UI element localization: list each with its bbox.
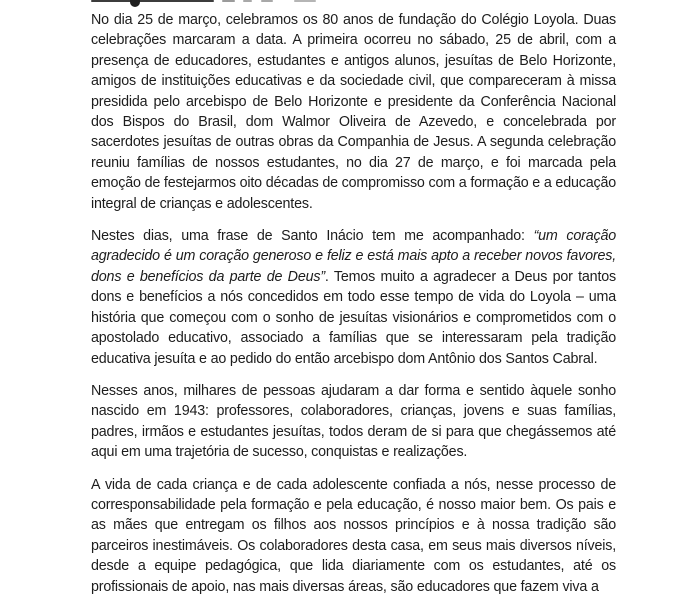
paragraph-anniversary-celebrations — [91, 10, 616, 214]
paragraph-community-cut-off — [91, 475, 616, 597]
clipped-heading-descender — [130, 0, 140, 7]
paragraph-1943-dream — [91, 381, 616, 463]
clipped-heading-stroke — [222, 0, 235, 2]
clipped-heading-stroke — [261, 0, 273, 2]
document-body — [91, 10, 616, 597]
clipped-heading-stroke — [243, 0, 252, 2]
body-text-run: A vida de cada criança e de cada adolescente confiada a nós, nesse processo de corresponsabilidade pela formação e pela educação, é nosso maior bem. Os pais e as mães que entregam os filhos aos nossos princípios e à nossa tradição são parceiros inestimáveis. Os colaboradores desta casa, em seus mais diversos níveis, desde a equipe pedagógica, que lida diariamente com os estudantes, até os profissionais de apoio, nas mais diversas áreas, são educadores que fazem viva a — [91, 476, 616, 595]
body-text-run: Nestes dias, uma frase de Santo Inácio tem me acompanhado: — [91, 228, 534, 245]
clipped-heading-stroke — [294, 0, 316, 2]
body-text-run: . Temos muito a agradecer a Deus por tantos dons e benefícios a nós concedidos em todo esse tempo de vida do Loyola – uma história que começou com o sonho de jesuítas visionários e comprometidos com o apostolado educativo, associado a famílias que se interessaram pela tradição educativa jesuíta e ao pedido do então arcebispo dom Antônio dos Santos Cabral. — [91, 268, 616, 367]
body-text-run: Nesses anos, milhares de pessoas ajudaram a dar forma e sentido àquele sonho nascido em 1943: professores, colaboradores, crianças, jovens e suas famílias, padres, irmãos e estudantes jesuítas, todos deram de si para que chegássemos até aqui em uma trajetória de sucesso, conquistas e realizações. — [91, 382, 616, 461]
body-text-run: No dia 25 de março, celebramos os 80 anos de fundação do Colégio Loyola. Duas celebrações marcaram a data. A primeira ocorreu no sábado, 25 de abril, com a presença de educadores, estudantes e antigos alunos, jesuítas de Belo Horizonte, amigos de instituições educativas e da sociedade civil, que compareceram à missa presidida pelo arcebispo de Belo Horizonte e presidente da Conferência Nacional dos Bispos do Brasil, dom Walmor Oliveira de Azevedo, e concelebrada por sacerdotes jesuítas de outras obras da Companhia de Jesus. A segunda celebração reuniu famílias de nossos estudantes, no dia 27 de março, e foi marcada pela emoção de festejarmos oito décadas de compromisso com a formação e a educação integral de crianças e adolescentes. — [91, 12, 616, 212]
quote-italic-run: “um coração agradecido é um coração generoso e feliz e está mais apto a receber novos favores, dons e benefícios da parte de Deus” — [91, 228, 617, 285]
clipped-heading-stroke — [91, 0, 214, 2]
paragraph-santo-inacio-quote — [91, 226, 616, 369]
